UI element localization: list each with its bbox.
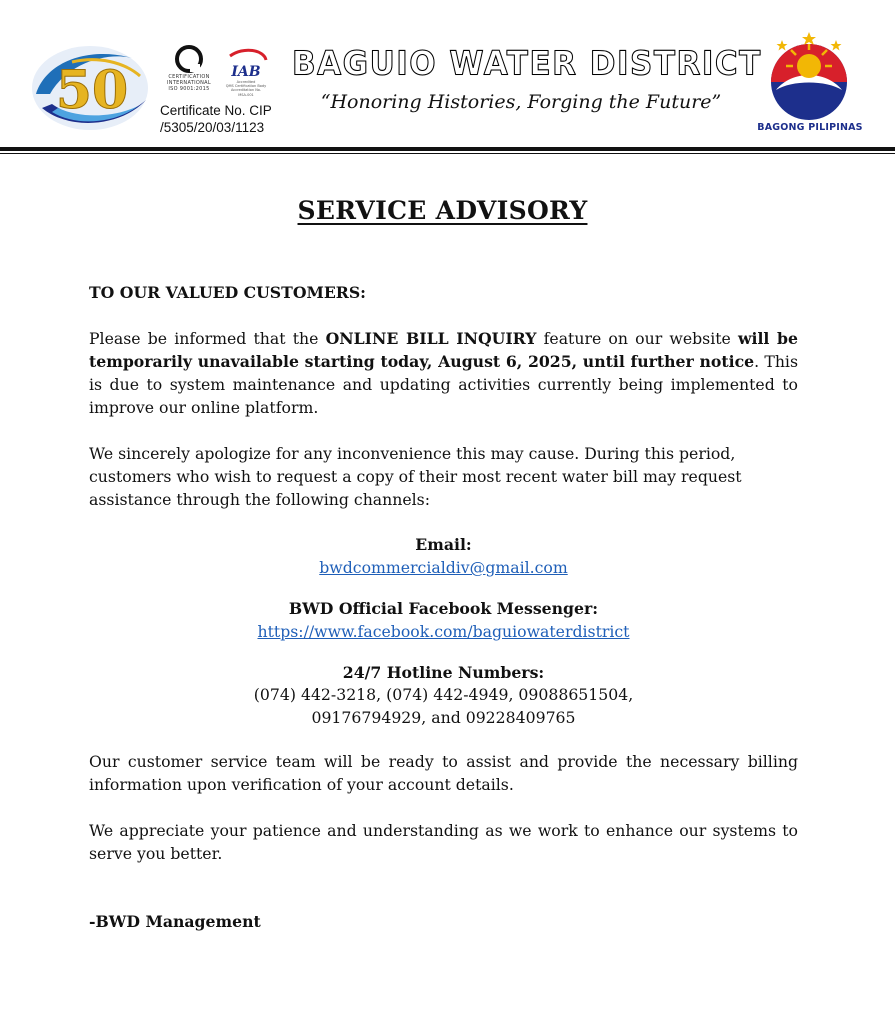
iab-accreditation-text (222, 80, 270, 97)
iab-line: QMS Certification Body (225, 84, 267, 89)
organization-name-text: BAGUIO WATER DISTRICT (292, 45, 762, 83)
paragraph-text: Please be informed that the (89, 329, 326, 348)
facebook-label: BWD Official Facebook Messenger: (288, 599, 599, 618)
certification-mark-text (160, 74, 218, 92)
email-link[interactable]: bwdcommercialdiv@gmail.com (319, 558, 568, 577)
certificate-number (160, 102, 272, 136)
cert-mark-line: CERTIFICATION (168, 74, 210, 80)
hotline-label: 24/7 Hotline Numbers: (342, 663, 545, 682)
email-row (89, 556, 798, 579)
header-divider (0, 147, 895, 151)
unavailability-notice: will be temporarily unavailable starting today, August 6, 2025, until further notice (89, 329, 798, 371)
paragraph-text: feature on our website (536, 329, 738, 348)
advisory-title: SERVICE ADVISORY (297, 196, 588, 225)
salutation: TO OUR VALUED CUSTOMERS: (89, 283, 366, 302)
bwd-50th-anniversary-logo (28, 42, 153, 134)
hotline-numbers-line: (074) 442-3218, (074) 442-4949, 09088651504, (253, 685, 634, 704)
svg-text:50: 50 (55, 60, 129, 121)
svg-text:IAB: IAB (231, 64, 261, 80)
tagline: “Honoring Histories, Forging the Future” (320, 91, 722, 113)
paragraph-service-team: Our customer service team will be ready to assist and provide the necessary billing information upon verification of your account details. (89, 752, 798, 794)
paragraph-appreciation: We appreciate your patience and understanding as we work to enhance our systems to serve you better. (89, 821, 798, 863)
cert-mark-line: ISO 9001:2015 (168, 86, 210, 92)
iab-line: MSA-001 (238, 92, 254, 97)
hotline-numbers-line: 09176794929, and 09228409765 (311, 708, 576, 727)
facebook-link[interactable]: https://www.facebook.com/baguiowaterdistrict (257, 622, 630, 641)
paragraph-notice (89, 327, 798, 419)
iab-line: Accredited (236, 80, 256, 84)
certificate-line: /5305/20/03/1123 (160, 120, 265, 135)
header-divider-thin (0, 153, 895, 154)
iab-line: Accreditation No. (230, 88, 262, 93)
facebook-row (89, 620, 798, 643)
email-label: Email: (415, 535, 472, 554)
letterhead (0, 0, 895, 152)
signature: -BWD Management (89, 912, 261, 931)
paragraph-apology: We sincerely apologize for any inconvenience this may cause. During this period, customers who wish to request a copy of their most recent water bill may request assistance through the following channels: (89, 444, 742, 509)
bagong-pilipinas-caption: BAGONG PILIPINAS (757, 122, 863, 133)
feature-name: ONLINE BILL INQUIRY (325, 329, 537, 348)
bagong-pilipinas-logo (762, 30, 857, 122)
certificate-line: Certificate No. CIP (160, 103, 272, 118)
organization-name (292, 45, 762, 83)
cert-mark-line: INTERNATIONAL (167, 80, 211, 86)
paragraph-text: . This is due to system maintenance and updating activities currently being implemented to improve our online platform. (89, 352, 799, 417)
